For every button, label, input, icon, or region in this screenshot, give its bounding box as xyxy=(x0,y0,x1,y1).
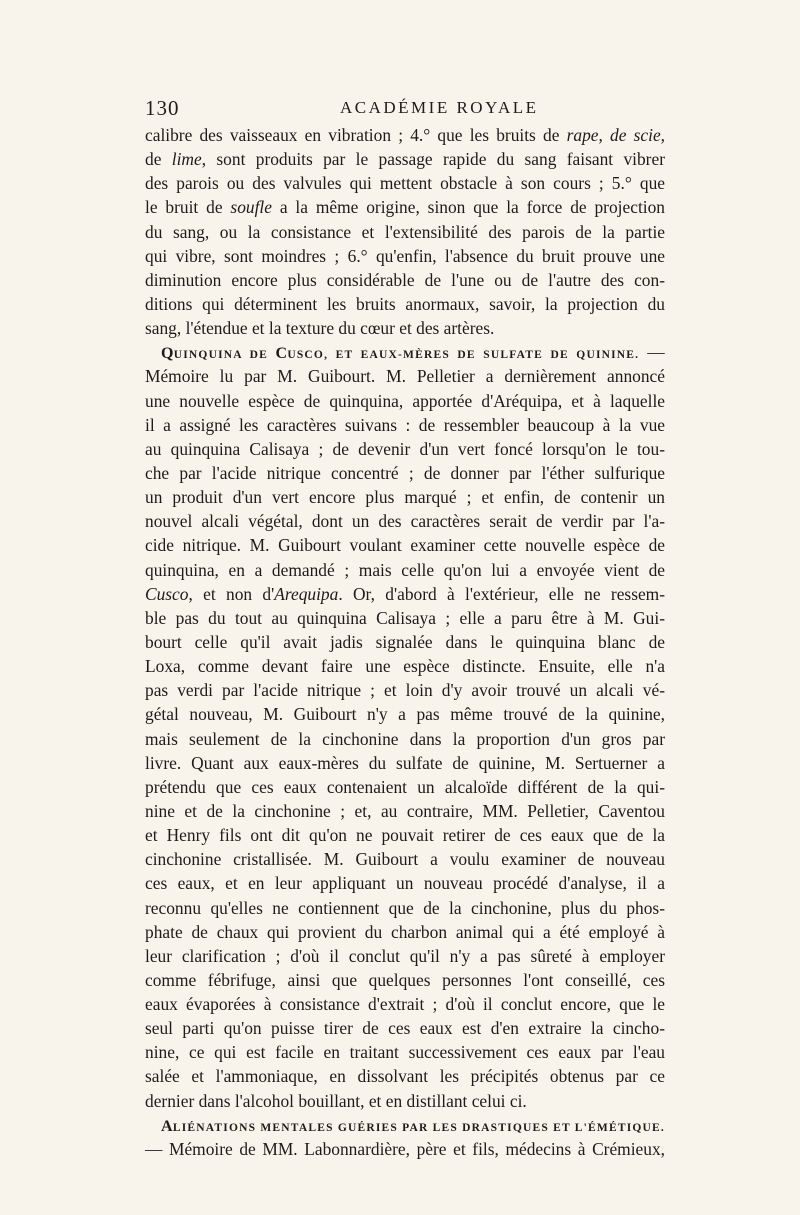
text-line: comme fébrifuge, ainsi que quelques personnes l'ont conseillé, ces xyxy=(145,969,665,990)
text-line: le bruit de soufle a la même origine, sinon que la force de projection xyxy=(145,197,665,218)
section-heading-alienations: ALIÉNATIONS MENTALES GUÉRIES PAR LES DRASTIQUES ET L'ÉMÉTIQUE. xyxy=(161,1117,665,1135)
text-line: au quinquina Calisaya ; de devenir d'un vert foncé lorsqu'on le tou- xyxy=(145,438,665,459)
text-line: Loxa, comme devant faire une espèce distincte. Ensuite, elle n'a xyxy=(145,656,665,677)
text-line: pas verdi par l'acide nitrique ; et loin d'y avoir trouvé un alcali vé- xyxy=(145,680,665,701)
text-line: mais seulement de la cinchonine dans la proportion d'un gros par xyxy=(145,728,665,749)
text-line: leur clarification ; d'où il conclut qu'il n'y a pas sûreté à employer xyxy=(145,945,665,966)
text-line: nouvel alcali végétal, dont un des caractères serait de verdir par l'a- xyxy=(145,511,665,532)
text-line: salée et l'ammoniaque, en dissolvant les précipités obtenus par ce xyxy=(145,1066,665,1087)
text-line: calibre des vaisseaux en vibration ; 4.° que les bruits de rape, de scie, xyxy=(145,125,666,145)
text-line: diminution encore plus considérable de l'une ou de l'autre des con- xyxy=(145,269,665,290)
text-line: — Mémoire de MM. Labonnardière, père et fils, médecins à Crémieux, xyxy=(145,1138,665,1159)
text-line: cide nitrique. M. Guibourt voulant examiner cette nouvelle espèce de xyxy=(145,535,665,556)
text-line: eaux évaporées à consistance d'extrait ; d'où il conclut encore, que le xyxy=(145,994,665,1015)
text-line: Mémoire lu par M. Guibourt. M. Pelletier a dernièrement annoncé xyxy=(145,366,665,387)
text-line: phate de chaux qui provient du charbon animal qui a été employé à xyxy=(145,921,665,942)
text-line: un produit d'un vert encore plus marqué ; et enfin, de contenir un xyxy=(145,487,665,508)
text-line: sang, l'étendue et la texture du cœur et des artères. xyxy=(145,318,495,339)
text-line: cinchonine cristallisée. M. Guibourt a voulu examiner de nouveau xyxy=(145,849,665,870)
text-line: Cusco, et non d'Arequipa. Or, d'abord à l'extérieur, elle ne ressem- xyxy=(145,583,665,604)
text-line: ble pas du tout au quinquina Calisaya ; elle a paru être à M. Gui- xyxy=(145,607,665,628)
text-line: che par l'acide nitrique concentré ; de donner par l'éther sulfurique xyxy=(145,462,665,483)
body-text xyxy=(145,123,665,1161)
page-number: 130 xyxy=(145,96,180,120)
text-line: prétendu que ces eaux contenaient un alcaloïde différent de la qui- xyxy=(145,776,665,797)
page-header xyxy=(145,96,665,122)
text-line: reconnu qu'elles ne contiennent que de la cinchonine, plus du phos- xyxy=(145,897,665,918)
text-line: livre. Quant aux eaux-mères du sulfate de quinine, M. Sertuerner a xyxy=(145,752,665,773)
text-line: nine et de la cinchonine ; et, au contraire, MM. Pelletier, Caventou xyxy=(145,800,665,821)
text-line: du sang, ou la consistance et l'extensibilité des parois de la partie xyxy=(145,221,665,242)
section-heading-quinquina: QUINQUINA DE CUSCO, ET EAUX-MÈRES DE SULFATE DE QUININE. — xyxy=(161,342,665,363)
text-line: seul parti qu'on puisse tirer de ces eaux est d'en extraire la cincho- xyxy=(145,1018,665,1039)
text-line: des parois ou des valvules qui mettent obstacle à son cours ; 5.° que xyxy=(145,173,665,194)
text-line: gétal nouveau, M. Guibourt n'y a pas même trouvé de la quinine, xyxy=(145,704,665,725)
text-line: il a assigné les caractères suivans : de ressembler beaucoup à la vue xyxy=(145,414,665,435)
text-line: de lime, sont produits par le passage rapide du sang faisant vibrer xyxy=(145,149,665,170)
text-line: ditions qui déterminent les bruits anormaux, savoir, la projection du xyxy=(145,293,665,314)
text-line: nine, ce qui est facile en traitant successivement ces eaux par l'eau xyxy=(145,1042,665,1063)
text-line: dernier dans l'alcohol bouillant, et en distillant celui ci. xyxy=(145,1090,527,1111)
text-line: et Henry fils ont dit qu'on ne pouvait retirer de ces eaux que de la xyxy=(145,825,665,846)
text-line: une nouvelle espèce de quinquina, apportée d'Aréquipa, et à laquelle xyxy=(145,390,665,411)
text-line: qui vibre, sont moindres ; 6.° qu'enfin, l'absence du bruit prouve une xyxy=(145,245,665,266)
text-line: quinquina, en a demandé ; mais celle qu'on lui a envoyée vient de xyxy=(145,559,665,580)
text-line: ces eaux, et en leur appliquant un nouveau procédé d'analyse, il a xyxy=(145,873,665,894)
text-line: bourt celle qu'il avait jadis signalée dans le quinquina blanc de xyxy=(145,631,665,652)
running-title: ACADÉMIE ROYALE xyxy=(340,98,539,117)
